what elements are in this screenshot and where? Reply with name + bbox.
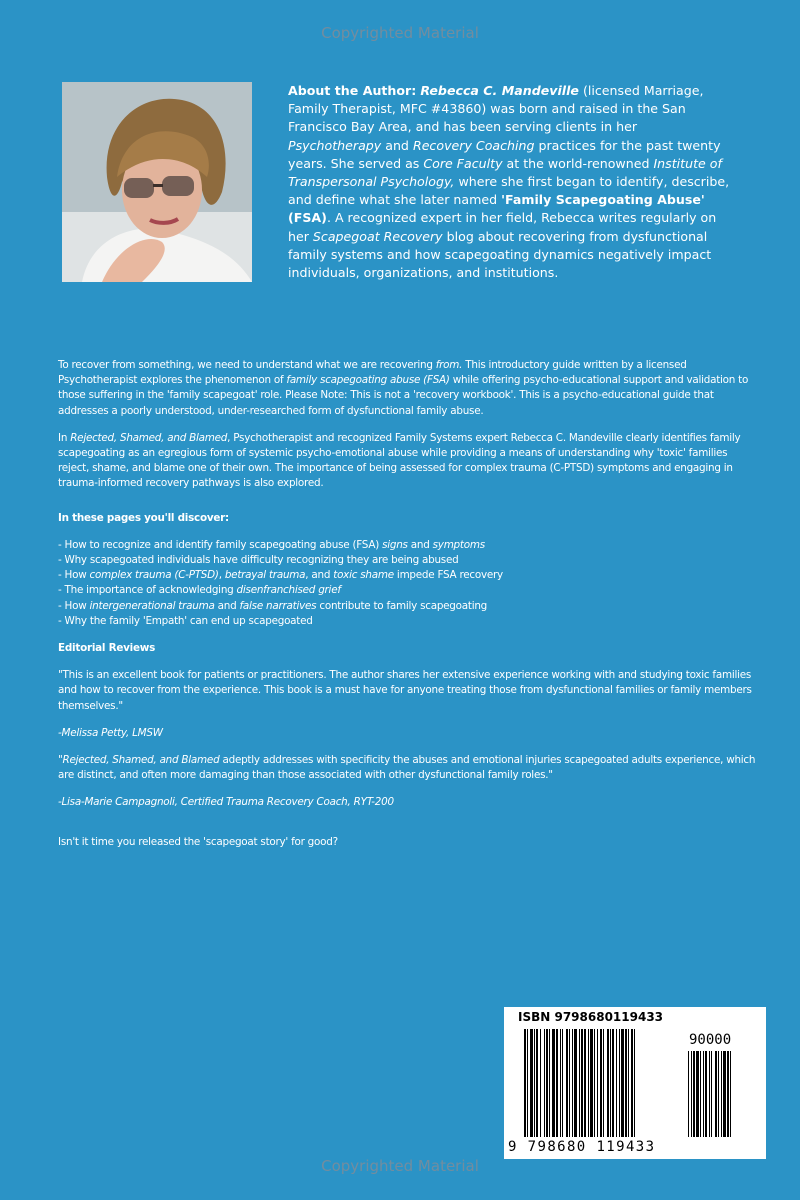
barcode-bar [628,1029,629,1137]
barcode-bar [610,1029,611,1137]
barcode-bar [527,1029,528,1137]
closing-question: Isn't it time you released the 'scapegoat story' for good? [58,835,338,848]
barcode-bar [723,1051,726,1137]
barcode-bar [536,1029,538,1137]
about-label: About the Author: [288,83,417,98]
barcode-bar [584,1029,586,1137]
barcode-bar [703,1051,704,1137]
barcode-bar [688,1051,689,1137]
barcode-bar [540,1029,541,1137]
editorial-reviews-heading: Editorial Reviews [58,642,156,655]
barcode-bar [603,1029,604,1137]
barcode-bar [730,1051,731,1137]
copyright-watermark-bottom: Copyrighted Material [321,1157,479,1175]
barcode-bar [718,1051,719,1137]
barcode-bar [634,1029,635,1137]
barcode-bar [612,1029,614,1137]
author-portrait-image [62,82,252,282]
review-2-text: "Rejected, Shamed, and Blamed adeptly addresses with specificity the abuses and emotional injuries scapegoated adults experience, which are distinct, and often more damaging than those associated with other dysfunctional family roles." [58,754,756,782]
barcode-bar [590,1029,593,1137]
barcode-bar [691,1051,692,1137]
barcode-bar [530,1029,533,1137]
price-code: 90000 [689,1032,732,1048]
isbn-digits: 9 798680 119433 [508,1139,656,1155]
review-2-author: -Lisa-Marie Campagnoli, Certified Trauma Recovery Coach, RYT-200 [58,796,394,809]
author-name: Rebecca C. Mandeville [420,83,579,98]
list-item: - Why the family 'Empath' can end up scapegoated [58,614,313,627]
review-1-text: "This is an excellent book for patients or practitioners. The author shares her extensive experience working with and studying toxic families and how to recover from the experience. This book is a must have for anyone treating those from dysfunctional families or family members themselves." [58,669,752,712]
barcode-bar [574,1029,577,1137]
barcode-bar [546,1029,548,1137]
barcode-bar [696,1051,699,1137]
barcode-bar [566,1029,568,1137]
barcode-bar [569,1029,570,1137]
isbn-barcode [504,1007,766,1159]
author-bio-paragraph: About the Author: Rebecca C. Mandeville (licensed Marriage, Family Therapist, MFC #43860) was born and raised in the San Francisco Bay Area, and has been serving clients in her Psychotherapy and Recovery Coaching practices for the past twenty years. She served as Core Faculty at the world-renowned Institute of Transpersonal Psychology, where she first began to identify, describe, and define what she later named 'Family Scapegoating Abuse' (FSA). A recognized expert in her field, Rebecca writes regularly on her Scapegoat Recovery blog about recovering from dysfunctional family systems and how scapegoating dynamics negatively impact individuals, organizations, and institutions. [288,83,730,281]
barcode-bar [693,1051,695,1137]
barcode-bar [600,1029,602,1137]
list-item: - How intergenerational trauma and false narratives contribute to family scapegoating [58,599,488,612]
barcode-bar [721,1051,722,1137]
barcode-bar [711,1051,712,1137]
barcode-bar [631,1029,633,1137]
list-item: - Why scapegoated individuals have difficulty recognizing they are being abused [58,554,459,567]
barcode-bar [621,1029,624,1137]
barcode-bars [504,1007,766,1159]
barcode-bar [607,1029,609,1137]
barcode-bar [616,1029,617,1137]
list-item: - How to recognize and identify family scapegoating abuse (FSA) signs and symptoms [58,538,485,551]
list-item: - How complex trauma (C-PTSD), betrayal trauma, and toxic shame impede FSA recovery [58,569,503,582]
barcode-bar [705,1051,707,1137]
discover-heading: In these pages you'll discover: [58,511,229,524]
barcode-bar [709,1051,710,1137]
barcode-bar [549,1029,550,1137]
discover-list [58,538,758,629]
description-paragraph: In Rejected, Shamed, and Blamed, Psychotherapist and recognized Family Systems expert Rebecca C. Mandeville clearly identifies family scapegoating as an egregious form of systemic psycho-emotional abuse while providing a means of understanding why 'toxic' families reject, shame, and blame one of their own. The importance of being assessed for complex trauma (C-PTSD) symptoms and engaging in trauma-informed recovery pathways is also explored. [58,431,741,490]
barcode-bar [579,1029,580,1137]
barcode-bar [562,1029,563,1137]
barcode-bar [552,1029,555,1137]
barcode-bar [556,1029,558,1137]
isbn-label: ISBN 9798680119433 [518,1010,664,1024]
barcode-bar [534,1029,535,1137]
barcode-bar [594,1029,595,1137]
barcode-bar [619,1029,620,1137]
author-photo [62,82,252,282]
intro-paragraph: To recover from something, we need to understand what we are recovering from. This introductory guide written by a licensed Psychotherapist explores the phenomenon of family scapegoating abuse (FSA) while offering psycho-educational support and validation to those suffering in the 'family scapegoat' role. Please Note: This is not a 'recovery workbook'. This is a psycho-educational guide that addresses a poorly understood, under-researched form of dysfunctional family abuse. [58,359,749,417]
review-1-author: -Melissa Petty, LMSW [58,726,163,739]
barcode-bar [560,1029,561,1137]
list-item: - The importance of acknowledging disenfranchised grief [58,584,341,597]
barcode-bar [597,1029,598,1137]
book-description [58,358,758,850]
barcode-bar [727,1051,729,1137]
barcode-bar [700,1051,701,1137]
barcode-bar [572,1029,573,1137]
barcode-bar [581,1029,583,1137]
barcode-bar [588,1029,589,1137]
barcode-bar [544,1029,545,1137]
barcode-bar [715,1051,717,1137]
barcode-bar [524,1029,526,1137]
about-the-author [288,82,734,282]
copyright-watermark-top: Copyrighted Material [321,24,479,42]
barcode-bar [625,1029,627,1137]
